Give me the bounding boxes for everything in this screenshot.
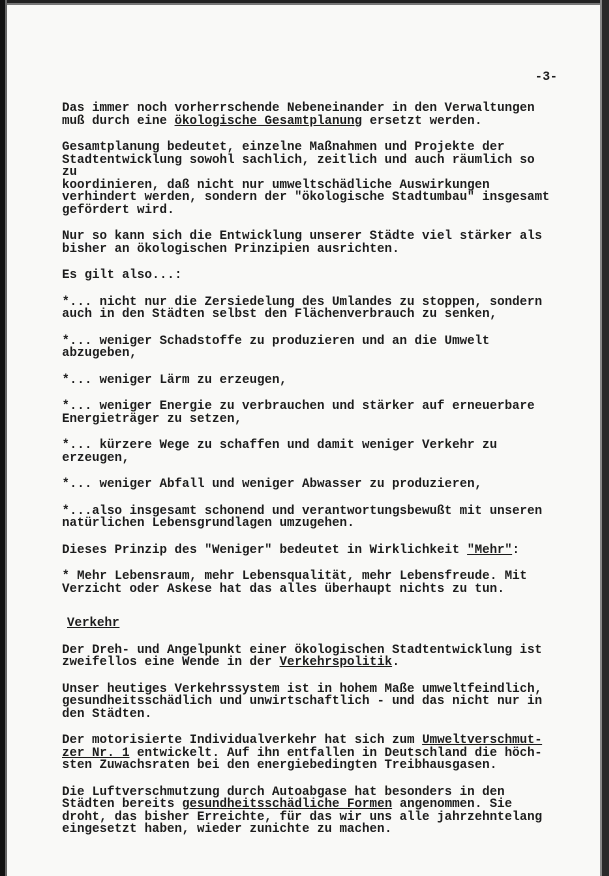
text-line: [62, 269, 552, 282]
text-line: [62, 243, 552, 256]
text-segment: Nur so kann sich die Entwicklung unserer Städte viel stärker als: [62, 229, 543, 243]
paragraph: [62, 439, 552, 464]
text-line: [62, 154, 552, 179]
text-line: [62, 204, 552, 217]
text-segment: gesundheitsschädlich und unwirtschaftlich - und das nicht nur in: [62, 694, 543, 708]
section-heading-text: Verkehr: [67, 616, 120, 630]
text-segment: Unser heutiges Verkehrssystem ist in hohem Maße umweltfeindlich,: [62, 681, 543, 696]
paragraph: [62, 269, 552, 282]
paragraph: [62, 230, 552, 255]
scan-edge-left: [0, 0, 9, 876]
paragraph: [62, 335, 552, 360]
paragraph: [62, 734, 552, 772]
text-segment: *... weniger Abfall und weniger Abwasser zu produzieren,: [62, 477, 483, 491]
paragraph: [62, 400, 552, 425]
text-segment: Gesamtplanung bedeutet, einzelne Maßnahmen und Projekte der: [62, 140, 505, 154]
text-segment: Der Dreh- und Angelpunkt einer ökologischen Stadtentwicklung ist: [62, 642, 543, 657]
text-segment: Städten bereits: [62, 797, 183, 811]
text-segment: eingesetzt haben, wieder zunichte zu machen.: [62, 822, 393, 836]
text-line: [62, 759, 552, 772]
paragraph: [62, 505, 552, 530]
text-line: [62, 583, 552, 596]
underlined-text: gesundheitsschädliche Formen: [182, 797, 393, 811]
underlined-text: Verkehrspolitik: [279, 655, 393, 669]
text-segment: .: [392, 655, 400, 669]
paragraph: [62, 786, 552, 836]
text-segment: abzugeben,: [62, 346, 138, 360]
text-line: [62, 374, 552, 387]
scan-edge-right: [591, 0, 609, 876]
text-segment: den Städten.: [62, 706, 153, 721]
text-segment: bisher an ökologischen Prinzipien ausrichten.: [62, 241, 400, 256]
text-segment: droht, das bisher Erreichte, für das wir uns alle jahrzehntelang: [62, 809, 543, 824]
text-segment: Es gilt also...:: [62, 268, 183, 282]
text-line: [62, 823, 552, 836]
text-segment: sten Zuwachsraten bei den energiebedingten Treibhausgasen.: [62, 758, 498, 772]
text-segment: koordinieren, daß nicht nur umweltschädliche Auswirkungen: [62, 177, 490, 192]
paragraph: [62, 102, 552, 127]
text-segment: *... weniger Lärm zu erzeugen,: [62, 372, 288, 387]
text-segment: *... weniger Schadstoffe zu produzieren und an die Umwelt: [62, 333, 490, 348]
underlined-text: Umweltverschmut-: [422, 733, 543, 747]
text-block-verkehr: [62, 644, 552, 836]
page-number: -3-: [535, 70, 558, 84]
paragraph: [62, 296, 552, 321]
underlined-text: "Mehr": [467, 542, 513, 557]
underlined-text: zer Nr. 1: [62, 745, 130, 760]
text-segment: zweifellos eine Wende in der: [62, 655, 280, 669]
text-line: [62, 656, 552, 669]
text-segment: Das immer noch vorherrschende Nebeneinander in den Verwaltungen: [62, 101, 535, 115]
text-segment: Dieses Prinzip des "Weniger" bedeutet in Wirklichkeit: [62, 542, 468, 557]
text-segment: Der motorisierte Individualverkehr hat sich zum: [62, 733, 423, 747]
section-heading: [67, 617, 552, 630]
paragraph: [62, 683, 552, 721]
text-segment: Energieträger zu setzen,: [62, 411, 243, 426]
text-line: [62, 413, 552, 426]
text-line: [62, 517, 552, 530]
text-segment: * Mehr Lebensraum, mehr Lebensqualität, mehr Lebensfreude. Mit: [62, 569, 528, 583]
paragraph: [62, 374, 552, 387]
paragraph: [62, 141, 552, 216]
underlined-text: ökologische Gesamtplanung: [174, 113, 363, 128]
text-block-intro: [62, 102, 552, 595]
text-segment: angenommen. Sie: [392, 797, 513, 811]
paragraph: [62, 570, 552, 595]
text-segment: ersetzt werden.: [362, 113, 483, 128]
text-line: [62, 452, 552, 465]
text-segment: verhindert werden, sondern der "ökologische Stadtumbau" insgesamt: [62, 190, 550, 204]
paragraph: [62, 644, 552, 669]
text-segment: auch in den Städten selbst den Flächenverbrauch zu senken,: [62, 307, 498, 321]
text-segment: Stadtentwicklung sowohl sachlich, zeitlich und auch räumlich so zu: [62, 152, 543, 179]
text-line: [62, 544, 552, 557]
text-segment: Die Luftverschmutzung durch Autoabgase hat besonders in den: [62, 784, 505, 799]
document-body: [62, 102, 552, 850]
text-segment: entwickelt. Auf ihn entfallen in Deutschland die höch-: [129, 745, 543, 760]
text-segment: *... weniger Energie zu verbrauchen und stärker auf erneuerbare: [62, 399, 535, 413]
text-line: [62, 478, 552, 491]
paragraph: [62, 478, 552, 491]
text-segment: *... nicht nur die Zersiedelung des Umlandes zu stoppen, sondern: [62, 294, 543, 309]
paragraph: [62, 544, 552, 557]
text-segment: gefördert wird.: [62, 202, 175, 217]
text-segment: Verzicht oder Askese hat das alles überhaupt nichts zu tun.: [62, 581, 505, 596]
text-segment: natürlichen Lebensgrundlagen umzugehen.: [62, 516, 355, 530]
text-line: [62, 708, 552, 721]
text-segment: erzeugen,: [62, 450, 130, 465]
text-line: [62, 439, 552, 452]
text-segment: *...also insgesamt schonend und verantwortungsbewußt mit unseren: [62, 503, 543, 518]
text-line: [62, 115, 552, 128]
scan-edge-top: [0, 0, 609, 7]
text-segment: muß durch eine: [62, 113, 175, 128]
text-segment: *... kürzere Wege zu schaffen und damit weniger Verkehr zu: [62, 438, 498, 452]
text-segment: :: [512, 542, 520, 557]
text-line: [62, 347, 552, 360]
text-line: [62, 308, 552, 321]
